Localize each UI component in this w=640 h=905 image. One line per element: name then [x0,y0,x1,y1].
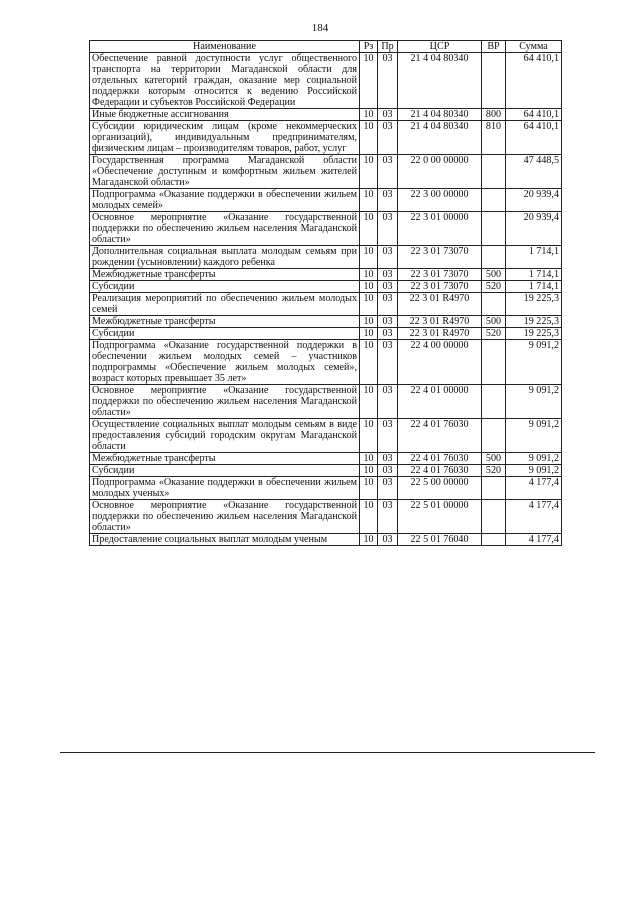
row-pr-cell: 03 [378,121,398,155]
row-vr-cell: 520 [482,281,506,293]
table-row [90,212,562,246]
row-name-cell: Обеспечение равной доступности услуг общественного транспорта на территории Магаданской области для отдельных категорий граждан, оказание мер социальной поддержки которым относится к ведению Российской Федерации и субъектов Российской Федерации [90,53,360,109]
row-rz-cell: 10 [360,293,378,316]
row-pr-cell: 03 [378,500,398,534]
row-name-cell: Субсидии [90,465,360,477]
row-name-cell: Подпрограмма «Оказание государственной поддержки в обеспечении жильем молодых семей – участников подпрограммы «Обеспечение жильем молодых семей», возраст которых превышает 35 лет» [90,340,360,385]
row-csr-cell: 21 4 04 80340 [398,109,482,121]
row-sum-cell: 4 177,4 [506,477,562,500]
row-vr-cell [482,534,506,546]
row-pr-cell: 03 [378,269,398,281]
row-vr-cell: 800 [482,109,506,121]
table-row [90,500,562,534]
row-name-cell: Реализация мероприятий по обеспечению жильем молодых семей [90,293,360,316]
row-sum-cell: 9 091,2 [506,340,562,385]
row-rz-cell: 10 [360,281,378,293]
row-pr-cell: 03 [378,340,398,385]
row-sum-cell: 19 225,3 [506,328,562,340]
row-rz-cell: 10 [360,453,378,465]
row-vr-cell [482,53,506,109]
row-name-cell: Межбюджетные трансферты [90,316,360,328]
table-row [90,155,562,189]
row-name-cell: Подпрограмма «Оказание поддержки в обеспечении жильем молодых семей» [90,189,360,212]
row-vr-cell: 500 [482,453,506,465]
header-csr: ЦСР [398,41,482,53]
row-pr-cell: 03 [378,419,398,453]
row-pr-cell: 03 [378,477,398,500]
row-vr-cell [482,500,506,534]
row-pr-cell: 03 [378,281,398,293]
row-name-cell: Осуществление социальных выплат молодым семьям в виде предоставления субсидий городским округам Магаданской области [90,419,360,453]
row-sum-cell: 9 091,2 [506,453,562,465]
row-vr-cell: 500 [482,316,506,328]
row-name-cell: Субсидии юридическим лицам (кроме некоммерческих организаций), индивидуальным предпринимателям, физическим лицам – производителям товаров, работ, услуг [90,121,360,155]
row-csr-cell: 22 5 01 76040 [398,534,482,546]
table-row [90,293,562,316]
row-csr-cell: 22 3 01 73070 [398,269,482,281]
row-rz-cell: 10 [360,155,378,189]
table-row [90,109,562,121]
row-csr-cell: 22 3 00 00000 [398,189,482,212]
table-row [90,465,562,477]
row-rz-cell: 10 [360,53,378,109]
table-row [90,340,562,385]
row-name-cell: Основное мероприятие «Оказание государственной поддержки по обеспечению жильем населения Магаданской области» [90,500,360,534]
row-rz-cell: 10 [360,340,378,385]
row-csr-cell: 21 4 04 80340 [398,53,482,109]
row-name-cell: Дополнительная социальная выплата молодым семьям при рождении (усыновлении) каждого ребенка [90,246,360,269]
row-csr-cell: 22 5 00 00000 [398,477,482,500]
table-row [90,534,562,546]
row-rz-cell: 10 [360,465,378,477]
row-sum-cell: 64 410,1 [506,109,562,121]
row-name-cell: Предоставление социальных выплат молодым ученым [90,534,360,546]
row-vr-cell [482,340,506,385]
row-vr-cell [482,246,506,269]
row-vr-cell [482,385,506,419]
row-vr-cell: 520 [482,465,506,477]
row-rz-cell: 10 [360,419,378,453]
row-csr-cell: 22 3 01 73070 [398,281,482,293]
table-row [90,453,562,465]
row-sum-cell: 1 714,1 [506,269,562,281]
row-csr-cell: 22 4 01 76030 [398,419,482,453]
row-sum-cell: 4 177,4 [506,500,562,534]
row-csr-cell: 22 4 01 00000 [398,385,482,419]
table-row [90,328,562,340]
row-name-cell: Межбюджетные трансферты [90,269,360,281]
row-vr-cell [482,155,506,189]
header-sum: Сумма [506,41,562,53]
row-rz-cell: 10 [360,534,378,546]
row-sum-cell: 9 091,2 [506,385,562,419]
row-sum-cell: 47 448,5 [506,155,562,189]
row-sum-cell: 1 714,1 [506,246,562,269]
header-name: Наименование [90,41,360,53]
row-sum-cell: 20 939,4 [506,189,562,212]
row-vr-cell [482,293,506,316]
row-vr-cell: 810 [482,121,506,155]
row-pr-cell: 03 [378,453,398,465]
row-sum-cell: 19 225,3 [506,293,562,316]
footer-divider [60,752,595,753]
table-row [90,246,562,269]
row-pr-cell: 03 [378,328,398,340]
row-csr-cell: 21 4 04 80340 [398,121,482,155]
row-csr-cell: 22 5 01 00000 [398,500,482,534]
row-sum-cell: 9 091,2 [506,465,562,477]
row-csr-cell: 22 4 01 76030 [398,453,482,465]
row-pr-cell: 03 [378,189,398,212]
header-pr: Пр [378,41,398,53]
row-sum-cell: 64 410,1 [506,53,562,109]
header-rz: Рз [360,41,378,53]
row-pr-cell: 03 [378,534,398,546]
row-sum-cell: 20 939,4 [506,212,562,246]
row-name-cell: Межбюджетные трансферты [90,453,360,465]
row-csr-cell: 22 3 01 00000 [398,212,482,246]
row-pr-cell: 03 [378,385,398,419]
table-row [90,121,562,155]
row-rz-cell: 10 [360,500,378,534]
row-csr-cell: 22 0 00 00000 [398,155,482,189]
row-csr-cell: 22 3 01 R4970 [398,316,482,328]
row-csr-cell: 22 4 01 76030 [398,465,482,477]
row-pr-cell: 03 [378,316,398,328]
row-name-cell: Основное мероприятие «Оказание государственной поддержки по обеспечению жильем населения Магаданской области» [90,385,360,419]
row-rz-cell: 10 [360,385,378,419]
page-number: 184 [311,22,329,34]
table-row [90,419,562,453]
table-row [90,477,562,500]
row-sum-cell: 19 225,3 [506,316,562,328]
row-rz-cell: 10 [360,246,378,269]
row-name-cell: Субсидии [90,281,360,293]
budget-table [89,40,562,546]
row-pr-cell: 03 [378,212,398,246]
table-row [90,189,562,212]
table-row [90,385,562,419]
row-pr-cell: 03 [378,155,398,189]
table-row [90,316,562,328]
header-vr: ВР [482,41,506,53]
row-name-cell: Иные бюджетные ассигнования [90,109,360,121]
row-sum-cell: 64 410,1 [506,121,562,155]
table-row [90,53,562,109]
row-rz-cell: 10 [360,109,378,121]
row-rz-cell: 10 [360,269,378,281]
row-pr-cell: 03 [378,109,398,121]
row-rz-cell: 10 [360,477,378,500]
row-pr-cell: 03 [378,293,398,316]
table-row [90,269,562,281]
row-name-cell: Основное мероприятие «Оказание государственной поддержки по обеспечению жильем населения Магаданской области» [90,212,360,246]
row-rz-cell: 10 [360,212,378,246]
row-pr-cell: 03 [378,465,398,477]
row-vr-cell: 500 [482,269,506,281]
row-vr-cell [482,189,506,212]
table-body [90,53,562,546]
row-sum-cell: 9 091,2 [506,419,562,453]
row-name-cell: Субсидии [90,328,360,340]
table-row [90,281,562,293]
row-vr-cell [482,477,506,500]
row-rz-cell: 10 [360,121,378,155]
row-csr-cell: 22 3 01 R4970 [398,293,482,316]
row-csr-cell: 22 4 00 00000 [398,340,482,385]
row-csr-cell: 22 3 01 73070 [398,246,482,269]
row-name-cell: Государственная программа Магаданской области «Обеспечение доступным и комфортным жильем жителей Магаданской области» [90,155,360,189]
row-rz-cell: 10 [360,328,378,340]
row-sum-cell: 4 177,4 [506,534,562,546]
row-name-cell: Подпрограмма «Оказание поддержки в обеспечении жильем молодых ученых» [90,477,360,500]
row-sum-cell: 1 714,1 [506,281,562,293]
row-vr-cell [482,419,506,453]
row-pr-cell: 03 [378,53,398,109]
row-pr-cell: 03 [378,246,398,269]
row-csr-cell: 22 3 01 R4970 [398,328,482,340]
row-vr-cell [482,212,506,246]
row-rz-cell: 10 [360,316,378,328]
table-header-row [90,41,562,53]
row-vr-cell: 520 [482,328,506,340]
row-rz-cell: 10 [360,189,378,212]
